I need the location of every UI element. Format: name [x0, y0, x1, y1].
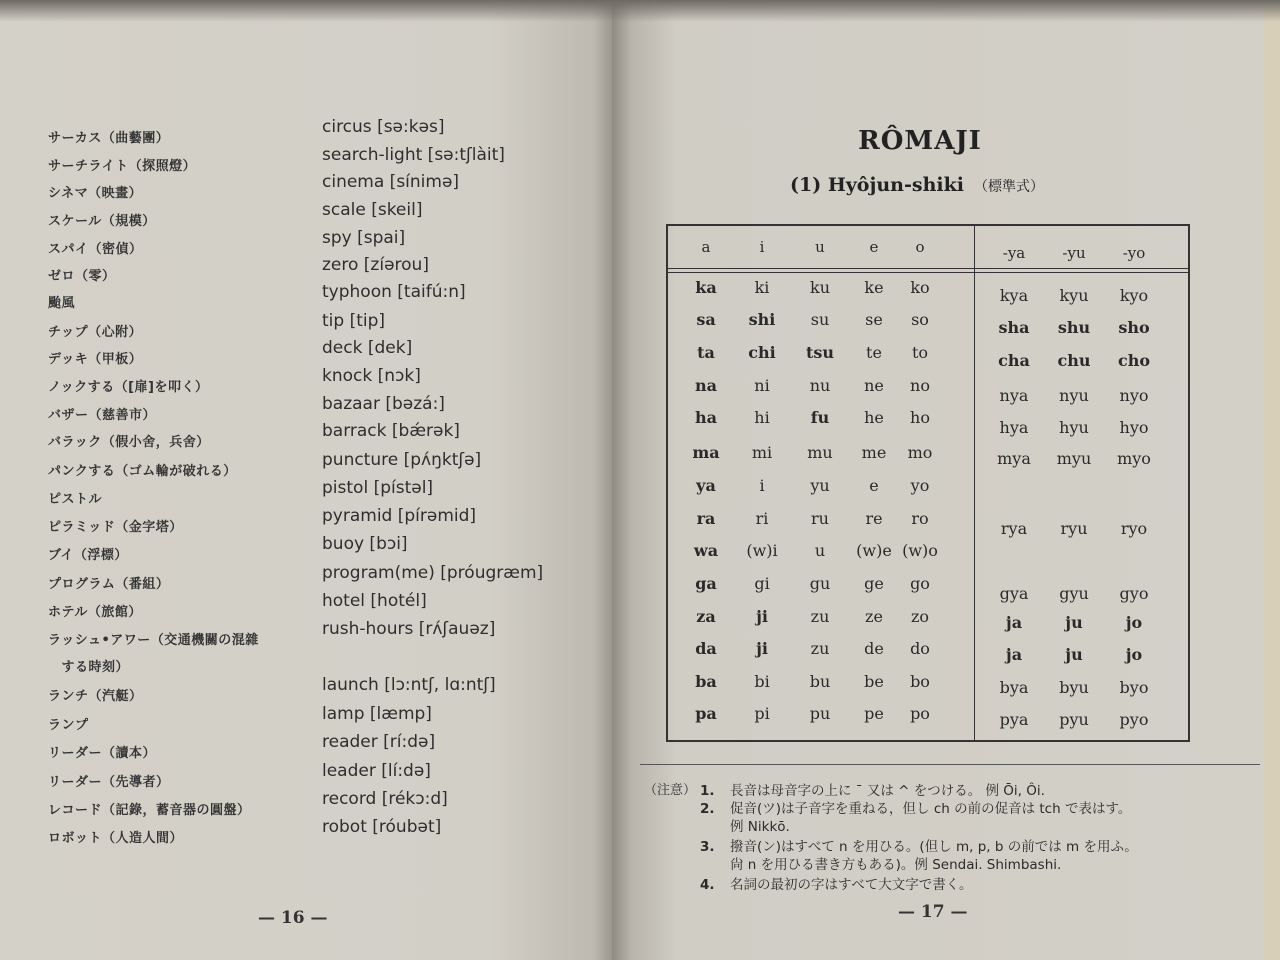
header-y-suffix: -ya [1002, 244, 1026, 262]
romaji-cell: ba [695, 672, 717, 691]
note-item [700, 779, 1045, 799]
romaji-cell: ka [695, 278, 717, 297]
romaji-cell: (w)e [856, 541, 892, 560]
header-y-suffix: -yu [1062, 244, 1086, 262]
romaji-y-cell: mya [997, 449, 1031, 468]
vocab-row [0, 789, 600, 817]
romaji-cell: me [861, 443, 887, 462]
vocab-japanese: ブイ（浮標） [48, 548, 128, 563]
romaji-cell: ge [864, 574, 884, 593]
romaji-cell: hi [754, 408, 770, 427]
note-number: 3. [700, 839, 715, 855]
vocab-japanese: パンクする（ゴム輪が破れる） [48, 464, 237, 479]
vocab-japanese: レコード（記錄，蓄音器の圓盤） [48, 803, 251, 818]
romaji-y-cell: nya [999, 386, 1029, 405]
romaji-cell: zu [810, 607, 830, 626]
romaji-cell: ga [695, 574, 717, 593]
romaji-cell: ze [865, 607, 883, 626]
vocab-row [0, 704, 600, 732]
romaji-cell: ku [810, 278, 830, 297]
romaji-cell: te [866, 343, 882, 362]
romaji-cell: u [814, 541, 826, 560]
vocab-english: spy [spai] [322, 228, 406, 248]
romaji-y-cell: ryu [1060, 519, 1088, 538]
romaji-cell: mi [751, 443, 773, 462]
vocab-japanese: ラッシュ•アワー（交通機關の混雜 [48, 633, 259, 648]
page-title: RÔMAJI [858, 126, 982, 156]
romaji-cell: he [864, 408, 884, 427]
note-number: 2. [700, 801, 715, 817]
vocab-japanese: スケール（規模） [48, 214, 156, 229]
vocab-english: lamp [læmp] [322, 704, 432, 724]
romaji-y-cell: chu [1057, 351, 1091, 370]
vocab-japanese: ホテル（旅館） [48, 605, 142, 620]
header-rule-double [668, 272, 1188, 273]
vocab-row [0, 366, 600, 394]
romaji-cell: ho [910, 408, 930, 427]
vocab-row [0, 145, 600, 173]
romaji-cell: shi [748, 310, 776, 329]
romaji-cell: za [696, 607, 716, 626]
romaji-y-cell: hyu [1059, 418, 1089, 437]
note-item [700, 797, 1131, 817]
column-divider [974, 226, 975, 740]
romaji-cell: to [911, 343, 929, 362]
romaji-y-cell: kyo [1119, 286, 1149, 305]
romaji-cell: gu [809, 574, 831, 593]
romaji-cell: ki [754, 278, 770, 297]
vocab-japanese: ランチ（汽艇） [48, 689, 143, 704]
vocab-row [0, 200, 600, 228]
romaji-cell: na [695, 376, 717, 395]
vocab-japanese: プログラム（番組） [48, 577, 170, 592]
romaji-cell: bi [754, 672, 770, 691]
romaji-cell: fu [810, 408, 830, 427]
vocab-english: leader [lí:də] [322, 761, 431, 781]
vocab-japanese: サーカス（曲藝團） [48, 131, 170, 146]
header-rule [668, 268, 1188, 269]
vocab-row [0, 282, 600, 310]
vocab-english: pistol [pístəl] [322, 478, 434, 498]
romaji-y-cell: ju [1065, 613, 1083, 632]
romaji-y-cell: pyo [1119, 710, 1149, 729]
romaji-cell: su [810, 310, 830, 329]
vocab-japanese: デッキ（甲板） [48, 352, 143, 367]
romaji-y-cell: hya [999, 418, 1029, 437]
vocab-english: pyramid [pírəmid] [322, 506, 477, 526]
vocab-japanese: ノックする（[扉]を叩く） [48, 380, 209, 395]
romaji-cell: zo [910, 607, 930, 626]
vocab-english: tip [tip] [322, 311, 386, 331]
romaji-cell: re [865, 509, 883, 528]
vocab-row [0, 478, 600, 506]
romaji-y-cell: jo [1125, 613, 1143, 632]
note-text: 長音は母音字の上に ¯ 又は ^ をつける。 例 Ōi, Ôi. [730, 783, 1045, 799]
romaji-y-cell: shu [1057, 318, 1091, 337]
vocab-english: puncture [pʌ́ŋktʃə] [322, 450, 482, 470]
romaji-cell: bu [809, 672, 831, 691]
vocab-japanese: 颱風 [48, 296, 76, 311]
romaji-cell: ya [696, 476, 716, 495]
romaji-y-cell: cha [998, 351, 1030, 370]
vocab-english: program(me) [próugræm] [322, 563, 544, 583]
romaji-y-cell: ja [1005, 613, 1023, 632]
romaji-y-cell: ju [1065, 645, 1083, 664]
vocab-english: buoy [bɔi] [322, 534, 408, 554]
vocab-row [0, 563, 600, 591]
book-edge [1264, 0, 1280, 960]
romaji-cell: ri [755, 509, 769, 528]
romaji-y-cell: cho [1117, 351, 1151, 370]
vocab-english: rush-hours [rʌ́ʃauəz] [322, 619, 496, 639]
romaji-cell: pa [695, 704, 717, 723]
header-vowel: a [701, 238, 711, 256]
notes-rule [640, 764, 1260, 765]
romaji-cell: pu [809, 704, 831, 723]
romaji-cell: i [759, 476, 765, 495]
vocab-japanese: ロボット（人造人間） [48, 831, 184, 846]
romaji-y-cell: ja [1005, 645, 1023, 664]
romaji-cell: (w)i [746, 541, 778, 560]
romaji-cell: be [864, 672, 884, 691]
header-vowel: o [915, 238, 925, 256]
vocab-english: circus [sə:kəs] [322, 117, 445, 137]
romaji-cell: ta [697, 343, 715, 362]
vocab-row [0, 311, 600, 339]
romaji-y-cell: pyu [1059, 710, 1089, 729]
vocab-row [0, 228, 600, 256]
note-text-continued: 尙 n を用ひる書き方もある)。例 Sendai. Shimbashi. [730, 857, 1062, 873]
note-text: 促音(ツ)は子音字を重ねる，但し ch の前の促音は tch で表はす。 [730, 801, 1132, 817]
romaji-cell: gi [754, 574, 770, 593]
romaji-cell: ra [696, 509, 716, 528]
romaji-cell: ji [756, 639, 768, 658]
vocab-english: reader [rí:də] [322, 732, 436, 752]
vocab-row [0, 675, 600, 703]
vocab-row [0, 421, 600, 449]
vocab-english: scale [skeil] [322, 200, 423, 220]
romaji-cell: po [910, 704, 930, 723]
romaji-cell: ni [754, 376, 770, 395]
subtitle-text: (1) Hyôjun-shiki [790, 174, 964, 196]
romaji-cell: nu [809, 376, 831, 395]
vocab-japanese: ピラミッド（金字塔） [48, 520, 183, 535]
note-item [700, 873, 972, 893]
romaji-y-cell: gya [999, 584, 1029, 603]
romaji-y-cell: myo [1117, 449, 1151, 468]
note-number: 1. [700, 783, 715, 799]
vocab-row [0, 761, 600, 789]
vocab-english: launch [lɔ:ntʃ, lɑ:ntʃ] [322, 675, 496, 695]
romaji-y-cell: gyo [1119, 584, 1149, 603]
romaji-cell: da [695, 639, 717, 658]
vocab-row [0, 817, 600, 845]
romaji-cell: (w)o [902, 541, 938, 560]
vocab-english: cinema [sínimə] [322, 172, 460, 192]
vocab-english: zero [zíərou] [322, 255, 429, 275]
vocab-row [0, 172, 600, 200]
romaji-cell: sa [696, 310, 716, 329]
romaji-cell: ma [692, 443, 720, 462]
vocab-japanese: スパイ（密偵） [48, 242, 143, 257]
vocab-row [0, 394, 600, 422]
vocab-japanese: バザー（慈善市） [48, 408, 157, 423]
romaji-cell: e [869, 476, 879, 495]
romaji-y-cell: byo [1119, 678, 1149, 697]
vocab-english: record [rékɔ:d] [322, 789, 448, 809]
vocab-japanese: リーダー（讀本） [48, 746, 157, 761]
note-item [700, 835, 1138, 855]
romaji-cell: ke [864, 278, 884, 297]
header-vowel: e [869, 238, 879, 256]
romaji-cell: ro [911, 509, 929, 528]
romaji-cell: ru [811, 509, 829, 528]
romaji-cell: ha [695, 408, 717, 427]
vocab-japanese: ゼロ（零） [48, 269, 116, 284]
vocab-english: hotel [hotél] [322, 591, 427, 611]
vocab-japanese: シネマ（映畫） [48, 186, 143, 201]
vocab-row [0, 732, 600, 760]
romaji-y-cell: kyu [1059, 286, 1089, 305]
vocab-english: bazaar [bəzá:] [322, 394, 445, 414]
romaji-y-cell: myu [1056, 449, 1092, 468]
romaji-cell: wa [693, 541, 719, 560]
romaji-y-cell: jo [1125, 645, 1143, 664]
vocab-japanese: リーダー（先導者） [48, 775, 170, 790]
vocab-japanese: サーチライト（探照燈） [48, 159, 197, 174]
subtitle-kanji: （標準式） [973, 179, 1044, 195]
vocab-row [0, 450, 600, 478]
header-y-suffix: -yo [1122, 244, 1146, 262]
romaji-cell: so [911, 310, 929, 329]
vocab-row [0, 255, 600, 283]
romaji-y-cell: gyu [1059, 584, 1089, 603]
romaji-y-cell: kya [999, 286, 1029, 305]
note-text: 撥音(ン)はすべて n を用ひる。(但し m, p, b の前では m を用ふ。 [730, 839, 1138, 855]
romaji-y-cell: hyo [1119, 418, 1149, 437]
romaji-cell: go [910, 574, 930, 593]
romaji-cell: mu [807, 443, 833, 462]
vocab-japanese: チップ（心附） [48, 325, 143, 340]
vocab-english: typhoon [taifú:n] [322, 282, 466, 302]
romaji-y-cell: byu [1059, 678, 1089, 697]
romaji-cell: ne [864, 376, 884, 395]
vocab-row [0, 338, 600, 366]
vocab-japanese: する時刻） [48, 660, 130, 675]
romaji-cell: pi [754, 704, 770, 723]
vocab-japanese: バラック（假小舍，兵舍） [48, 435, 210, 450]
vocab-row [0, 506, 600, 534]
notes-label: （注意） [644, 783, 697, 798]
romaji-y-cell: rya [1000, 519, 1028, 538]
romaji-y-cell: nyo [1119, 386, 1149, 405]
right-page-number: — 17 — [898, 902, 968, 922]
romaji-y-cell: sha [998, 318, 1030, 337]
romaji-y-cell: sho [1118, 318, 1150, 337]
romaji-cell: se [865, 310, 883, 329]
vocab-row [0, 591, 600, 619]
vocab-english: search-light [sə:tʃlàit] [322, 145, 505, 165]
vocab-row [0, 117, 600, 145]
vocab-english: deck [dek] [322, 338, 413, 358]
romaji-cell: bo [910, 672, 930, 691]
note-text-continued: 例 Nikkō. [730, 819, 790, 835]
vocab-row [0, 534, 600, 562]
vocab-row [0, 646, 600, 674]
romaji-cell: zu [810, 639, 830, 658]
note-number: 4. [700, 877, 715, 893]
header-vowel: i [759, 238, 765, 256]
romaji-y-cell: bya [999, 678, 1029, 697]
vocab-japanese: ランプ [48, 718, 89, 733]
romaji-cell: tsu [805, 343, 835, 362]
vocab-row [0, 619, 600, 647]
romaji-y-cell: ryo [1120, 519, 1148, 538]
vocab-english: barrack [bǽrək] [322, 421, 460, 441]
note-text: 名詞の最初の字はすべて大文字で書く。 [730, 877, 973, 893]
vocab-english: robot [róubət] [322, 817, 442, 837]
romaji-cell: ko [910, 278, 930, 297]
romaji-cell: mo [907, 443, 933, 462]
romaji-y-cell: nyu [1059, 386, 1089, 405]
romaji-y-cell: pya [999, 710, 1029, 729]
left-page-number: — 16 — [258, 908, 328, 928]
page-subtitle [790, 174, 1044, 196]
romaji-cell: yu [810, 476, 830, 495]
header-vowel: u [815, 238, 825, 256]
romaji-table [666, 224, 1190, 742]
romaji-cell: chi [748, 343, 776, 362]
romaji-cell: pe [864, 704, 884, 723]
romaji-cell: do [910, 639, 930, 658]
vocab-english: knock [nɔk] [322, 366, 421, 386]
romaji-cell: no [910, 376, 930, 395]
romaji-cell: de [864, 639, 884, 658]
top-shadow [0, 0, 1280, 22]
romaji-cell: yo [910, 476, 930, 495]
vocab-japanese: ピストル [48, 492, 103, 507]
romaji-cell: ji [756, 607, 768, 626]
